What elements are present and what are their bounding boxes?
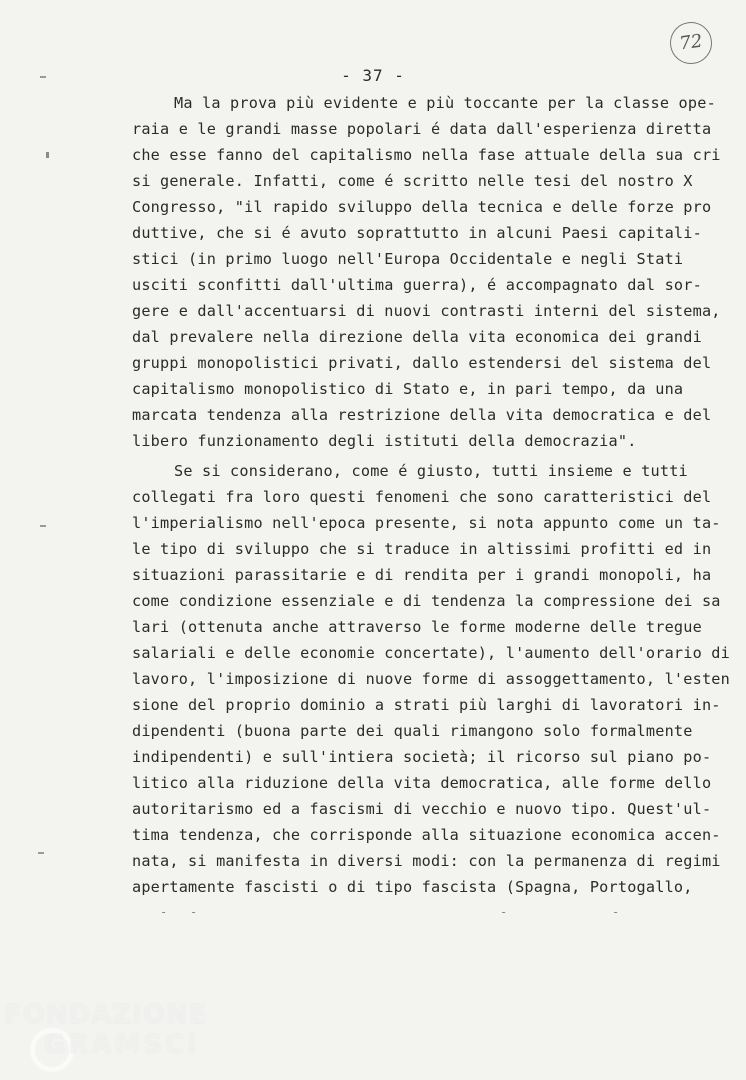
text-line: come condizione essenziale e di tendenza la compressione dei sa [132, 592, 721, 610]
watermark-line: GRAMSCI [44, 1030, 200, 1060]
text-line: lari (ottenuta anche attraverso le forme moderne delle tregue [132, 618, 702, 636]
text-line: litico alla riduzione della vita democratica, alle forme dello [132, 774, 712, 792]
bottom-tick-mark: - [160, 905, 168, 919]
page-number: - 37 - [341, 66, 405, 85]
text-line: che esse fanno del capitalismo nella fase attuale della sua cri [132, 146, 721, 164]
watermark [4, 1000, 208, 1060]
text-line: duttive, che si é avuto soprattutto in alcuni Paesi capitali- [132, 224, 702, 242]
archive-stamp-number: 72 [667, 19, 714, 66]
text-line: le tipo di sviluppo che si traduce in altissimi profitti ed in [132, 540, 712, 558]
text-line: apertamente fascisti o di tipo fascista (Spagna, Portogallo, [132, 878, 693, 896]
text-line: dipendenti (buona parte dei quali rimangono solo formalmente [132, 722, 693, 740]
text-line: nata, si manifesta in diversi modi: con la permanenza di regimi [132, 852, 721, 870]
text-line: gruppi monopolistici privati, dallo estendersi del sistema del [132, 354, 712, 372]
text-line: tima tendenza, che corrisponde alla situazione economica accen- [132, 826, 721, 844]
text-line: dal prevalere nella direzione della vita economica dei grandi [132, 328, 702, 346]
text-line: marcata tendenza alla restrizione della vita democratica e del [132, 406, 712, 424]
text-line: Congresso, "il rapido sviluppo della tecnica e delle forze pro [132, 198, 712, 216]
bottom-tick-mark: - [500, 905, 508, 919]
text-line: situazioni parassitarie e di rendita per i grandi monopoli, ha [132, 566, 712, 584]
bottom-tick-mark: - [190, 905, 198, 919]
margin-mark [46, 152, 49, 158]
text-line: autoritarismo ed a fascismi di vecchio e nuovo tipo. Quest'ul- [132, 800, 712, 818]
text-line: salariali e delle economie concertate), l'aumento dell'orario di [132, 644, 730, 662]
margin-mark [38, 852, 44, 854]
margin-mark [40, 76, 46, 78]
text-line: l'imperialismo nell'epoca presente, si nota appunto come un ta- [132, 514, 721, 532]
text-line: si generale. Infatti, come é scritto nelle tesi del nostro X [132, 172, 693, 190]
text-line: capitalismo monopolistico di Stato e, in pari tempo, da una [132, 380, 684, 398]
text-line: Ma la prova più evidente e più toccante per la classe ope- [174, 94, 716, 112]
margin-mark [40, 525, 46, 527]
bottom-tick-mark: - [612, 905, 620, 919]
text-line: stici (in primo luogo nell'Europa Occidentale e negli Stati [132, 250, 684, 268]
text-line: usciti sconfitti dall'ultima guerra), é accompagnato dal sor- [132, 276, 702, 294]
text-line: libero funzionamento degli istituti della democrazia". [132, 432, 637, 450]
text-line: raia e le grandi masse popolari é data dall'esperienza diretta [132, 120, 712, 138]
text-line: indipendenti) e sull'intiera società; il ricorso sul piano po- [132, 748, 712, 766]
text-line: lavoro, l'imposizione di nuove forme di assoggettamento, l'esten [132, 670, 730, 688]
text-line: Se si considerano, come é giusto, tutti insieme e tutti [174, 462, 688, 480]
text-line: sione del proprio dominio a strati più larghi di lavoratori in- [132, 696, 721, 714]
text-line: collegati fra loro questi fenomeni che sono caratteristici del [132, 488, 712, 506]
text-line: gere e dall'accentuarsi di nuovi contrasti interni del sistema, [132, 302, 721, 320]
watermark-line: FONDAZIONE [4, 1000, 208, 1030]
